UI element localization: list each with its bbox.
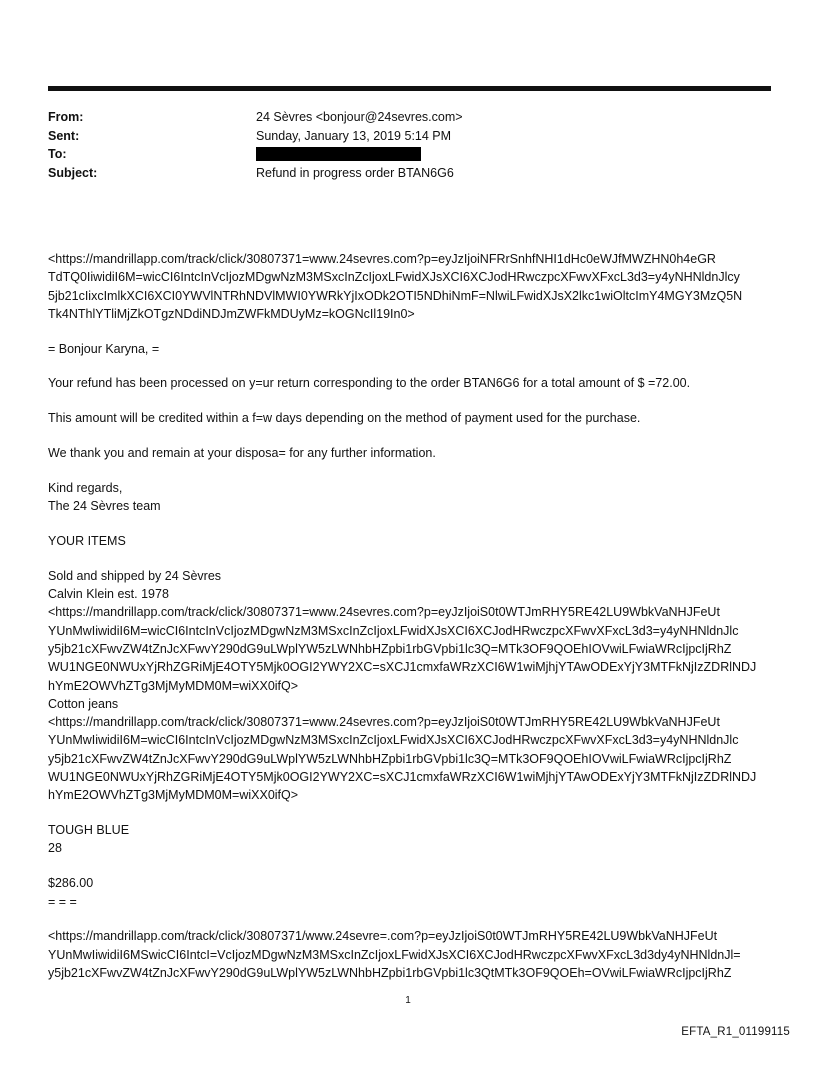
thanks-paragraph: We thank you and remain at your disposa= for any further information. <box>48 446 436 461</box>
from-row <box>48 108 771 127</box>
link-line: 5jb21cIixcImlkXCI6XCI0YWVlNTRhNDVlMWI0YWRkYjIxODk2OTI5NDhiNmF=NlwiLFwidXJsX2lkc1wiOltcImY4MGY3MzQ5N <box>48 288 743 303</box>
link-line: YUnMwIiwidiI6M=wicCI6IntcInVcIjozMDgwNzM3MSxcInZcIjoxLFwidXJsXCI6XCJodHRwczpcXFwvXFxcL3d3=y4yNHNldnJlc <box>48 733 739 748</box>
sold-by: Sold and shipped by 24 Sèvres <box>48 568 222 583</box>
from-label: From: <box>48 110 84 124</box>
brand-name: Calvin Klein est. 1978 <box>48 587 169 602</box>
subject-value: Refund in progress order BTAN6G6 <box>256 165 454 180</box>
sent-value: Sunday, January 13, 2019 5:14 PM <box>256 128 452 143</box>
subject-label: Subject: <box>48 165 98 180</box>
sent-label: Sent: <box>48 128 80 143</box>
regards: Kind regards, <box>48 480 123 495</box>
link-line: WU1NGE0NWUxYjRhZGRiMjE4OTY5Mjk0OGI2YWY2XC=sXCJ1cmxfaWRzXCI6W1wiMjhjYTAwODExYjY3MTFkNjIzZDRlNDJ <box>48 770 757 785</box>
credit-paragraph: This amount will be credited within a f=w days depending on the method of payment used for the purchase. <box>48 411 641 426</box>
link-line: TdTQ0IiwidiI6M=wicCI6IntcInVcIjozMDgwNzM3MSxcInZcIjoxLFwidXJsXCI6XCJodHRwczpcXFwvXFxcL3d3=y4yNHNldnJlcy <box>48 270 740 285</box>
email-header <box>48 108 771 182</box>
link-line: <https://mandrillapp.com/track/click/30807371/www.24sevre=.com?p=eyJzIjoiS0t0WTJmRHY5RE42LU9WbkVaNHJFeUt <box>48 929 718 944</box>
link-line: <https://mandrillapp.com/track/click/30807371=www.24sevres.com?p=eyJzIjoiNFRrSnhfNHI1dHc0eWJfMWZHN0h4eGR <box>48 252 716 266</box>
from-value: 24 Sèvres <bonjour@24sevres.com> <box>256 110 463 124</box>
to-label: To: <box>48 147 67 161</box>
refund-paragraph: Your refund has been processed on y=ur return corresponding to the order BTAN6G6 for a total amount of $ =72.00. <box>48 376 691 391</box>
document-id: EFTA_R1_01199115 <box>681 1026 790 1038</box>
your-items-heading: YOUR ITEMS <box>48 533 126 548</box>
link-line: y5jb21cXFwvZW4tZnJcXFwvY290dG9uLWplYW5zLWNhbHZpbi1rbGVpbi1lc3Q=MTk3OF9QOEhIOVwiLFwiaWRcIjpcIjRhZ <box>48 641 732 656</box>
separator: = = = <box>48 894 77 909</box>
sent-row <box>48 127 771 146</box>
greeting: = Bonjour Karyna, = <box>48 341 160 356</box>
link-line: <https://mandrillapp.com/track/click/30807371=www.24sevres.com?p=eyJzIjoiS0t0WTJmRHY5RE42LU9WbkVaNHJFeUt <box>48 715 720 730</box>
link-line: y5jb21cXFwvZW4tZnJcXFwvY290dG9uLWplYW5zLWNhbHZpbi1rbGVpbi1lc3Q=MTk3OF9QOEhIOVwiLFwiaWRcIjpcIjRhZ <box>48 751 732 766</box>
link-line: Tk4NThlYTliMjZkOTgzNDdiNDJmZWFkMDUyMz=kOGNcIl19In0> <box>48 306 415 321</box>
to-row <box>48 145 771 164</box>
tracking-link-4[interactable] <box>48 927 773 982</box>
team-signature: The 24 Sèvres team <box>48 499 161 514</box>
link-line: YUnMwIiwidiI6M=wicCI6IntcInVcIjozMDgwNzM3MSxcInZcIjoxLFwidXJsXCI6XCJodHRwczpcXFwvXFxcL3d3=y4yNHNldnJlc <box>48 623 739 638</box>
link-line: WU1NGE0NWUxYjRhZGRiMjE4OTY5Mjk0OGI2YWY2XC=sXCJ1cmxfaWRzXCI6W1wiMjhjYTAwODExYjY3MTFkNjIzZDRlNDJ <box>48 660 757 675</box>
tracking-link-2[interactable] <box>48 603 773 694</box>
link-line: YUnMwIiwidiI6MSwicCI6IntcI=VcIjozMDgwNzM3MSxcInZcIjoxLFwidXJsXCI6XCJodHRwczpcXFwvXFxcL3d3dy4yNHNldnJl= <box>48 947 741 962</box>
product-color: TOUGH BLUE <box>48 823 130 838</box>
tracking-link-3[interactable] <box>48 713 773 804</box>
redaction-box <box>256 147 421 161</box>
link-line: hYmE2OWVhZTg3MjMyMDM0M=wiXX0ifQ> <box>48 678 299 693</box>
product-price: $286.00 <box>48 876 94 891</box>
subject-row <box>48 164 771 183</box>
link-line: hYmE2OWVhZTg3MjMyMDM0M=wiXX0ifQ> <box>48 788 299 803</box>
header-divider <box>48 86 771 91</box>
product-name: Cotton jeans <box>48 696 119 711</box>
link-line: <https://mandrillapp.com/track/click/30807371=www.24sevres.com?p=eyJzIjoiS0t0WTJmRHY5RE42LU9WbkVaNHJFeUt <box>48 605 720 620</box>
page-number: 1 <box>405 995 411 1006</box>
link-line: y5jb21cXFwvZW4tZnJcXFwvY290dG9uLWplYW5zLWNhbHZpbi1rbGVpbi1lc3QtMTk3OF9QOEh=OVwiLFwiaWRcIjpcIjRhZ <box>48 965 732 980</box>
tracking-link-1[interactable] <box>48 250 773 323</box>
product-size: 28 <box>48 841 62 856</box>
email-body <box>48 250 773 982</box>
